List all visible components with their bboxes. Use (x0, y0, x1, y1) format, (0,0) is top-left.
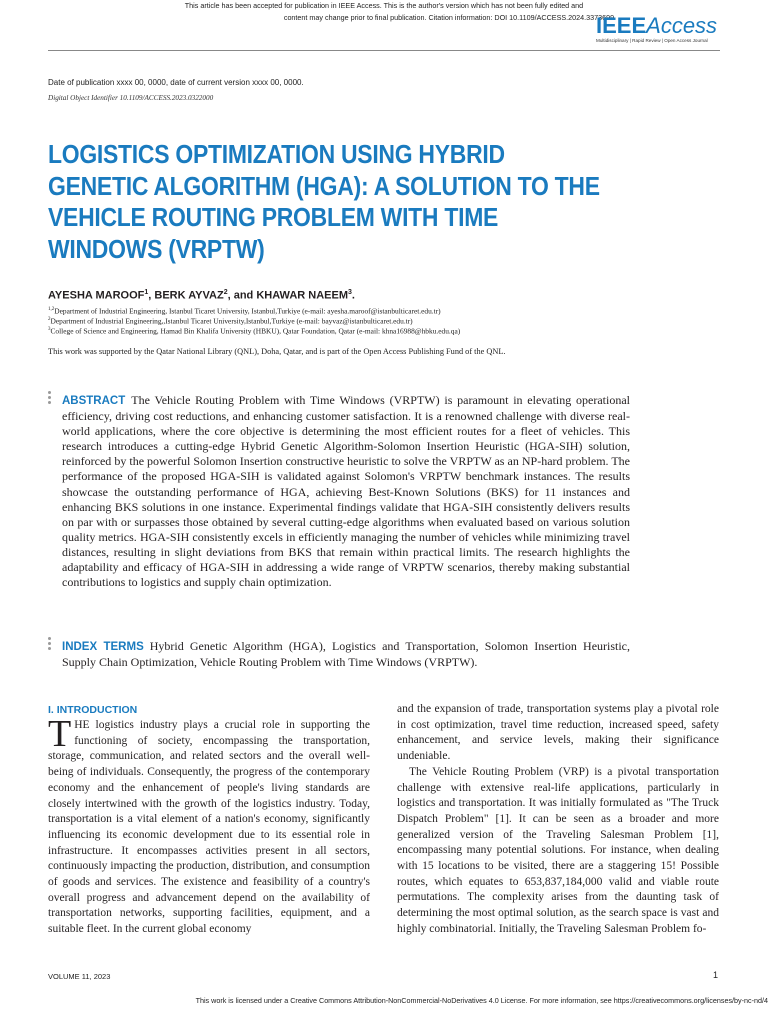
paper-title: LOGISTICS OPTIMIZATION USING HYBRID GENETIC ALGORITHM (HGA): A SOLUTION TO THE VEHICLE ROUTING PROBLEM WITH TIME WINDOWS (VRPTW) (48, 141, 600, 264)
index-terms (62, 639, 630, 670)
author-1-affil: 1 (144, 289, 149, 296)
author-1: AYESHA MAROOF (48, 289, 145, 302)
abstract-text: The Vehicle Routing Problem with Time Windows (VRPTW) is paramount in elevating operational efficiency, driving cost reductions, and enhancing customer satisfaction. It is a renowned challenge with diverse real-world applications, where the core objective is determining the most efficient routes for a fleet of vehicles. This research introduces a cutting-edge Hybrid Genetic Algorithm-Solomon Insertion Heuristic (HGA-SIH) solution, reinforced by the powerful Solomon Insertion constructive heuristic to solve the VRPTW as an NP-hard problem. The performance of the proposed HGA-SIH is validated against Solomon's VRPTW benchmark instances. The results showcase the outstanding performance of HGA, achieving Best-Known Solutions (BKS) for 11 instances and enhancing BKS solutions in one instance. Experimental findings validate that HGA-SIH consistently delivers results on par with or surpasses those obtained by several cutting-edge algorithms when evaluated based on various solution quality metrics. HGA-SIH consistently excels in efficiently managing the number of vehicles while minimizing travel distances, resulting in slight deviations from BKS that remain within practical limits. The research highlights the adaptability and efficacy of HGA-SIH in addressing a wide range of VRPTW scenarios, thereby making substantial contributions to logistics and supply chain optimization. (62, 393, 630, 590)
publication-notice-line1: This article has been accepted for publication in IEEE Access. This is the author's version which has not been fully edited and (184, 1, 584, 10)
intro-paragraph-2: The Vehicle Routing Problem (VRP) is a pivotal transportation challenge with extensive real-life applications, particularly in logistics and transportation. It was initially formulated as "The Truck Dispatch Problem" [1]. It can be seen as a broader and more generalized version of the Traveling Salesman Problem [1], encompassing many potential solutions. For instance, when dealing with 15 locations to be visited, there are a staggering 15! Possible routes, which equates to 653,837,184,000 valid and viable route permutations. The complexity arises from the daunting task of determining the most optimal solution, as the search space is vast and highly combinatorial. Initially, the Traveling Salesman Problem fo- (397, 765, 719, 935)
abstract-dots-icon (48, 391, 52, 406)
index-terms-label: INDEX TERMS (62, 641, 144, 653)
author-list-end: . (351, 289, 355, 302)
index-terms-text: Hybrid Genetic Algorithm (HGA), Logistics and Transportation, Solomon Insertion Heuristic, Supply Chain Optimization, Vehicle Routing Problem with Time Windows (VRPTW). (62, 639, 631, 670)
affiliation-3 (48, 325, 460, 336)
license-notice: This work is licensed under a Creative Commons Attribution-NonCommercial-NoDerivatives 4.0 License. For more information, see https://creativecommons.org/licenses/by-nc-nd/4 (195, 996, 768, 1005)
author-list (48, 289, 355, 302)
section-heading-introduction: I. INTRODUCTION (48, 704, 138, 716)
intro-paragraph-1-continued: and the expansion of trade, transportation systems play a pivotal role in cost optimization, travel time reduction, increased speed, safety enhancement, and service levels, making their significance undeniable. (397, 703, 719, 763)
abstract-label: ABSTRACT (62, 395, 126, 407)
left-column (48, 704, 370, 938)
intro-lead: HE (74, 719, 90, 731)
affiliation-1-text: Department of Industrial Engineering, Istanbul Ticaret University, Istanbul,Turkiye (e-mail: ayesha.maroof@istanbulticaret.edu.tr) (54, 306, 441, 316)
volume-info: VOLUME 11, 2023 (48, 972, 111, 981)
doi: Digital Object Identifier 10.1109/ACCESS.2023.0322000 (48, 94, 214, 102)
author-3-affil: 3 (348, 289, 352, 296)
ieee-access-logo (596, 13, 718, 43)
intro-paragraph-1 (48, 713, 370, 938)
page-number: 1 (712, 970, 718, 980)
author-separator: , (148, 289, 155, 302)
logo-tagline: Multidisciplinary | Rapid Review | Open Access Journal (596, 38, 708, 43)
funding-statement: This work was supported by the Qatar National Library (QNL), Doha, Qatar, and is part of the Open Access Publishing Fund of the QNL. (48, 347, 506, 356)
abstract (62, 393, 630, 590)
index-terms-dots-icon (48, 637, 52, 652)
publication-date: Date of publication xxxx 00, 0000, date of current version xxxx 00, 0000. (48, 78, 304, 87)
author-2-affil: 2 (223, 289, 228, 296)
affiliation-3-sup: 3 (48, 327, 51, 332)
drop-cap: T (48, 713, 72, 755)
publication-notice-line2: content may change prior to final publication. Citation information: DOI 10.1109/ACCESS.2024.3373699 (283, 13, 615, 22)
affiliation-2-text: Department of Industrial Engineering,,Istanbul Ticaret University,Istanbul,Turkiye (e-mail: bayvaz@istanbulticaret.edu.tr) (50, 316, 413, 326)
author-separator: , and (227, 289, 257, 302)
author-3: KHAWAR NAEEM (256, 289, 348, 302)
header-rule (48, 50, 720, 51)
author-2: BERK AYVAZ (154, 289, 224, 302)
intro-paragraph-1-text: logistics industry plays a crucial role in supporting the functioning of society, encompassing the transportation, storage, communication, and related sectors and the overall well-being of individuals. Consequently, the progress of the contemporary economy and the enhancement of people's living standards are closely intertwined with the growth of the logistics industry. Today, transportation is a vital element of a nation's economy, significantly influencing its economic development due to its essential role in infrastructure. It encompasses activities present in all sectors, continuously impacting the production, distribution, and consumption of goods and services. The existence and feasibility of a country's overall progress and advancement depend on the availability of transportation networks, supporting facilities, equipment, and a suitable fleet. In the current global economy (48, 719, 370, 936)
right-column (397, 702, 719, 938)
affiliation-2-sup: 2 (48, 317, 51, 322)
logo-ieee: IEEE (596, 13, 647, 38)
logo-access: Access (646, 13, 718, 38)
affiliation-1-sup: 1,2 (48, 307, 55, 312)
affiliation-3-text: College of Science and Engineering, Hamad Bin Khalifa University (HBKU), Qatar Foundation, Qatar (e-mail: khna16988@hbku.edu.qa) (50, 326, 461, 336)
